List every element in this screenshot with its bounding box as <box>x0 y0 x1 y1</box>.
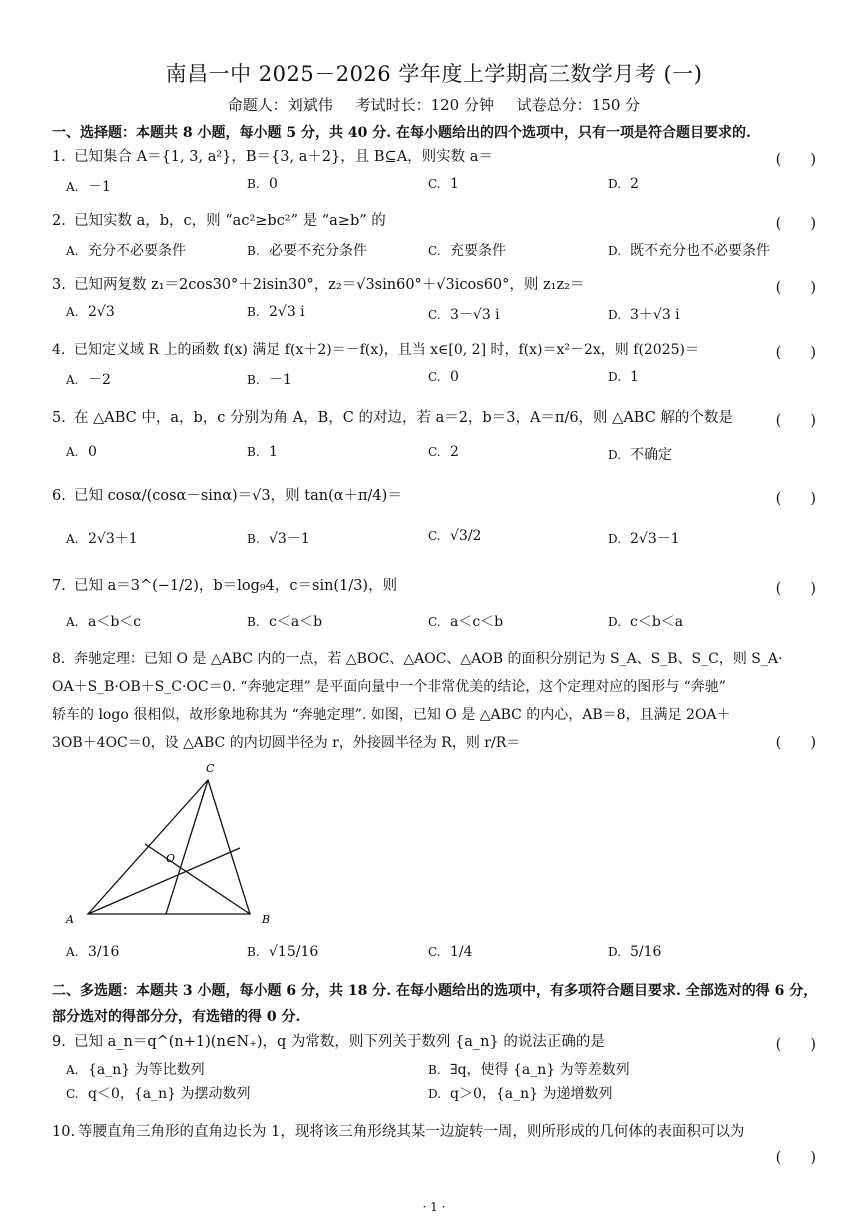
question-stem: 在 △ABC 中，a，b，c 分别为角 A，B，C 的对边，若 a＝2，b＝3，A＝π/6，则 △ABC 解的个数是 <box>74 410 733 426</box>
question-3 <box>52 273 822 297</box>
option-b: B. √15/16 <box>247 944 319 960</box>
question-6 <box>52 484 822 508</box>
section-heading-multi-choice: 二、多选题：本题共 3 小题，每小题 6 分，共 18 分. 在每小题给出的选项中，有多项符合题目要求. 全部选对的得 6 分，部分选对的得部分分，有选错的得 0 分. <box>52 983 818 1025</box>
option-c: C. 2 <box>428 444 459 460</box>
options-q6 <box>66 528 826 554</box>
question-number: 6. <box>52 488 66 504</box>
option-c: C. 3－√3 i <box>428 307 500 323</box>
option-b: B. 必要不充分条件 <box>247 243 367 259</box>
triangle-abc <box>88 780 250 914</box>
options-q9-row2 <box>66 1083 826 1109</box>
option-c: C. 充要条件 <box>428 243 506 259</box>
question-number: 9. <box>52 1034 66 1050</box>
option-b: B. ∃q，使得 {a_n} 为等差数列 <box>428 1062 630 1078</box>
question-8 <box>52 645 822 757</box>
page-title: 南昌一中 2025－2026 学年度上学期高三数学月考 (一) <box>165 62 703 86</box>
options-q5 <box>66 444 826 470</box>
question-number: 2. <box>52 213 66 229</box>
question-2 <box>52 209 822 233</box>
question-stem-line3: 轿车的 logo 很相似，故形象地称其为 “奔驰定理”. 如图，已知 O 是 △ABC 的内心，AB＝8，且满足 2OA＋ <box>52 707 731 723</box>
question-5 <box>52 406 822 430</box>
question-number: 8. <box>52 651 66 667</box>
answer-paren: ( ) <box>775 413 816 429</box>
question-4 <box>52 338 822 362</box>
page-number: · 1 · <box>422 1200 446 1214</box>
option-a: A. a＜b＜c <box>66 614 142 630</box>
option-a: A. 2√3 <box>66 304 115 320</box>
option-c: C. q＜0，{a_n} 为摆动数列 <box>66 1086 251 1102</box>
section-heading-single-choice: 一、选择题：本题共 8 小题，每小题 5 分，共 40 分. 在每小题给出的四个选项中，只有一项是符合题目要求的. <box>52 125 751 141</box>
label-a: A <box>66 913 74 926</box>
question-number: 7. <box>52 578 66 594</box>
option-d: D. c＜b＜a <box>608 614 684 630</box>
exam-total: 试卷总分：150 分 <box>516 96 641 114</box>
option-d: D. 既不充分也不必要条件 <box>608 243 770 259</box>
label-o: O <box>166 852 176 865</box>
answer-paren: ( ) <box>775 735 816 751</box>
answer-paren: ( ) <box>775 1037 816 1053</box>
option-a: A. 3/16 <box>66 944 120 960</box>
answer-paren: ( ) <box>775 152 816 168</box>
bisector-b <box>145 844 250 914</box>
option-a: A. 0 <box>66 444 97 460</box>
triangle-figure <box>60 760 290 930</box>
option-d: D. 1 <box>608 369 639 385</box>
options-q4 <box>66 369 826 395</box>
option-b: B. √3－1 <box>247 531 310 547</box>
option-b: B. c＜a＜b <box>247 614 323 630</box>
exam-duration: 考试时长：120 分钟 <box>355 96 494 114</box>
question-stem: 已知两复数 z₁＝2cos30°＋2isin30°，z₂＝√3sin60°＋√3icos60°，则 z₁z₂＝ <box>74 277 585 293</box>
question-number: 3. <box>52 277 66 293</box>
question-number: 1. <box>52 149 66 165</box>
question-number: 4. <box>52 342 66 358</box>
option-a: A. 充分不必要条件 <box>66 243 186 259</box>
question-10 <box>52 1120 822 1144</box>
answer-paren: ( ) <box>775 1150 816 1166</box>
option-d: D. q＞0，{a_n} 为递增数列 <box>428 1086 613 1102</box>
label-b: B <box>262 913 271 926</box>
answer-paren: ( ) <box>775 345 816 361</box>
answer-paren: ( ) <box>775 216 816 232</box>
label-c: C <box>206 762 215 775</box>
question-7 <box>52 574 822 598</box>
options-q3 <box>66 304 826 330</box>
question-number: 5. <box>52 410 66 426</box>
question-stem: 已知定义域 R 上的函数 f(x) 满足 f(x＋2)＝－f(x)，且当 x∈[0, 2] 时，f(x)＝x²－2x，则 f(2025)＝ <box>74 342 699 358</box>
question-stem: 已知集合 A＝{1, 3, a²}，B＝{3, a＋2}，且 B⊆A，则实数 a＝ <box>74 149 493 165</box>
options-q8 <box>66 944 826 970</box>
option-d: D. 2√3－1 <box>608 531 680 547</box>
question-stem: 已知 a_n＝q^(n+1)(n∈N₊)，q 为常数，则下列关于数列 {a_n} 的说法正确的是 <box>74 1034 605 1050</box>
bisector-c <box>166 780 208 914</box>
question-stem: 已知 cosα/(cosα－sinα)＝√3，则 tan(α＋π/4)＝ <box>74 488 402 504</box>
answer-paren: ( ) <box>775 491 816 507</box>
option-b: B. 2√3 i <box>247 304 305 320</box>
options-q1 <box>66 176 826 202</box>
option-a: A. －1 <box>66 179 111 195</box>
question-number: 10. <box>52 1124 76 1140</box>
option-b: B. 1 <box>247 444 278 460</box>
option-a: A. 2√3＋1 <box>66 531 138 547</box>
option-d: D. 2 <box>608 176 639 192</box>
option-d: D. 3＋√3 i <box>608 307 680 323</box>
options-q2 <box>66 240 826 266</box>
question-stem-line4: 3OB＋4OC＝0，设 △ABC 的内切圆半径为 r，外接圆半径为 R，则 r/R＝ <box>52 735 521 751</box>
option-c: C. a＜c＜b <box>428 614 504 630</box>
option-c: C. 1/4 <box>428 944 473 960</box>
bisector-a <box>88 848 240 914</box>
answer-paren: ( ) <box>775 581 816 597</box>
option-a: A. －2 <box>66 372 111 388</box>
options-q9-row1 <box>66 1059 826 1085</box>
option-c: C. √3/2 <box>428 528 482 544</box>
exam-author: 命题人：刘斌伟 <box>227 96 333 114</box>
question-stem-line2: OA＋S_B·OB＋S_C·OC＝0. “奔驰定理” 是平面向量中一个非常优美的结论，这个定理对应的图形与 “奔驰” <box>52 679 726 695</box>
answer-paren: ( ) <box>775 280 816 296</box>
option-d: D. 5/16 <box>608 944 662 960</box>
options-q7 <box>66 611 826 637</box>
question-stem: 等腰直角三角形的直角边长为 1，现将该三角形绕其某一边旋转一周，则所形成的几何体的表面积可以为 <box>78 1124 745 1140</box>
option-b: B. －1 <box>247 372 292 388</box>
exam-info <box>0 94 868 115</box>
option-c: C. 1 <box>428 176 459 192</box>
question-stem-line1: 奔驰定理：已知 O 是 △ABC 内的一点，若 △BOC、△AOC、△AOB 的面积分别记为 S_A、S_B、S_C，则 S_A· <box>74 651 783 667</box>
option-d: D. 不确定 <box>608 447 672 463</box>
question-stem: 已知 a＝3^(−1/2)，b＝log₉4，c＝sin(1/3)，则 <box>74 578 398 594</box>
option-c: C. 0 <box>428 369 459 385</box>
question-9 <box>52 1030 822 1054</box>
question-1 <box>52 145 822 169</box>
option-b: B. 0 <box>247 176 278 192</box>
option-a: A. {a_n} 为等比数列 <box>66 1062 205 1078</box>
question-stem: 已知实数 a，b，c，则 “ac²≥bc²” 是 “a≥b” 的 <box>74 213 386 229</box>
